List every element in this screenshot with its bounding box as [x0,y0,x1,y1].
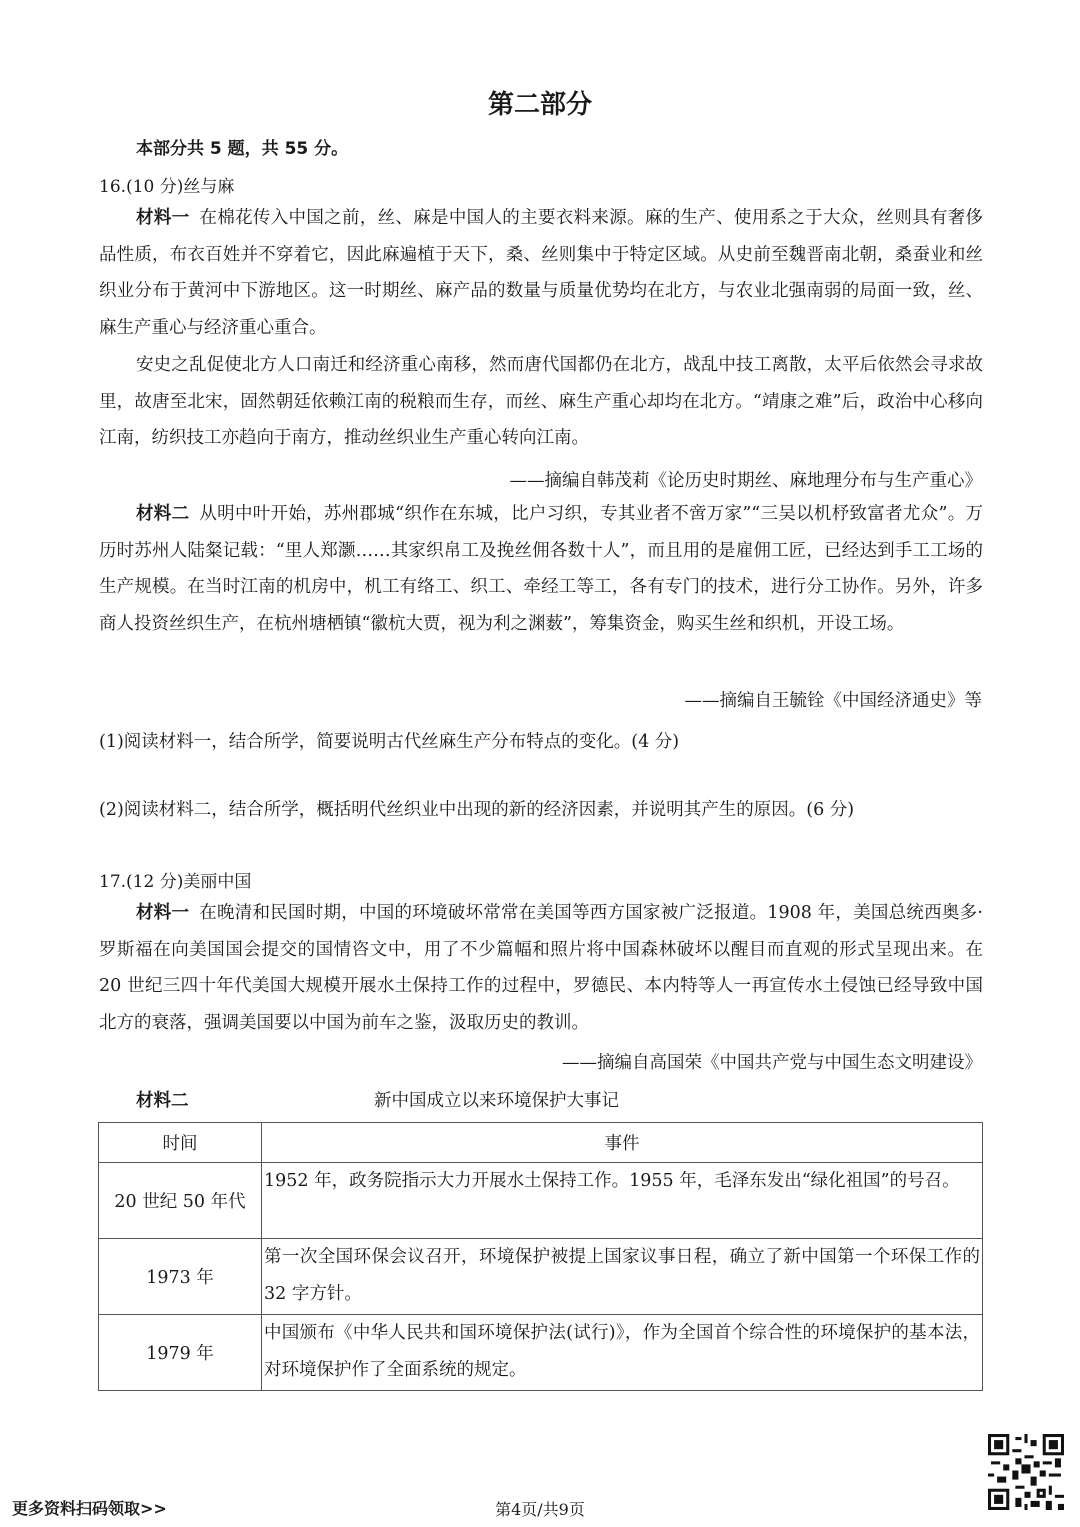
q16-subquestion-2: (2)阅读材料二，结合所学，概括明代丝织业中出现的新的经济因素，并说明其产生的原因。(6 分) [99,800,855,820]
q17-material1-source: ——摘编自高国荣《中国共产党与中国生态文明建设》 [562,1053,982,1073]
q16-material1-p2: 安史之乱促使北方人口南迁和经济重心南移，然而唐代国都仍在北方，战乱中技工离散，太平后依然会寻求故里，故唐至北宋，固然朝廷依赖江南的税粮而生存，而丝、麻生产重心却均在北方。“靖康之难”后，政治中心移向江南，纺织技工亦趋向于南方，推动丝织业生产重心转向江南。 [99,355,983,448]
table-row [99,1315,983,1391]
q16-material1-label: 材料一 [136,208,190,228]
q17-material1-p1 [99,895,983,1041]
table-cell-event: 中国颁布《中华人民共和国环境保护法(试行)》，作为全国首个综合性的环境保护的基本法，对环境保护作了全面系统的规定。 [262,1315,983,1391]
table-header-row [99,1123,983,1163]
q16-material2-text: 从明中叶开始，苏州郡城“织作在东城，比户习织，专其业者不啻万家”“三吴以机杼致富者尤众”。万历时苏州人陆粲记载：“里人郑灏……其家织帛工及挽丝佣各数十人”，而且用的是雇佣工匠，已经达到手工工场的生产规模。在当时江南的机房中，机工有络工、织工、牵经工等工，各有专门的技术，进行分工协作。另外，许多商人投资丝织生产，在杭州塘栖镇“徽杭大贾，视为利之渊薮”，筹集资金，购买生丝和织机，开设工场。 [99,504,983,634]
table-cell-time: 20 世纪 50 年代 [99,1163,262,1239]
q16-material1-text: 在棉花传入中国之前，丝、麻是中国人的主要衣料来源。麻的生产、使用系之于大众，丝则具有奢侈品性质，布衣百姓并不穿着它，因此麻遍植于天下，桑、丝则集中于特定区域。从史前至魏晋南北朝，桑蚕业和丝织业分布于黄河中下游地区。这一时期丝、麻产品的数量与质量优势均在北方，与农业北强南弱的局面一致，丝、麻生产重心与经济重心重合。 [99,208,984,338]
section-title: 第二部分 [487,90,592,120]
q17-material2-label: 材料二 [136,1091,189,1111]
section-intro: 本部分共 5 题，共 55 分。 [136,139,349,159]
table-caption: 新中国成立以来环境保护大事记 [374,1091,619,1111]
table-header-event: 事件 [262,1123,983,1163]
q17-material1-text: 在晚清和民国时期，中国的环境破坏常常在美国等西方国家被广泛报道。1908 年，美国总统西奥多·罗斯福在向美国国会提交的国情咨文中，用了不少篇幅和照片将中国森林破坏以醒目而直观的形式呈现出来。在 20 世纪三四十年代美国大规模开展水土保持工作的过程中，罗德民、本内特等人一再宣传水土侵蚀已经导致中国北方的衰落，强调美国要以中国为前车之鉴，汲取历史的教训。 [99,903,983,1033]
table-cell-time: 1973 年 [99,1239,262,1315]
q16-material1-source: ——摘编自韩茂莉《论历史时期丝、麻地理分布与生产重心》 [509,471,982,491]
q16-material2-source: ——摘编自王毓铨《中国经济通史》等 [684,691,982,711]
table-cell-event: 第一次全国环保会议召开，环境保护被提上国家议事日程，确立了新中国第一个环保工作的 32 字方针。 [262,1239,983,1315]
q16-heading: 16.(10 分)丝与麻 [99,177,235,197]
table-cell-event: 1952 年，政务院指示大力开展水土保持工作。1955 年，毛泽东发出“绿化祖国”的号召。 [262,1163,983,1239]
q17-heading: 17.(12 分)美丽中国 [99,872,252,892]
footer-promo-text[interactable]: 更多资料扫码领取>> [12,1499,167,1518]
table-row [99,1163,983,1239]
q16-material2-p1 [99,496,983,642]
q16-subquestion-1: (1)阅读材料一，结合所学，简要说明古代丝麻生产分布特点的变化。(4 分) [99,732,680,752]
table-row [99,1239,983,1315]
table-cell-time: 1979 年 [99,1315,262,1391]
page-number: 第4页/共9页 [495,1500,585,1519]
table-header-time: 时间 [99,1123,262,1163]
q16-material1-p1 [99,200,983,346]
events-table [98,1122,983,1391]
q16-material2-label: 材料二 [136,504,190,524]
q17-material1-label: 材料一 [136,903,190,923]
